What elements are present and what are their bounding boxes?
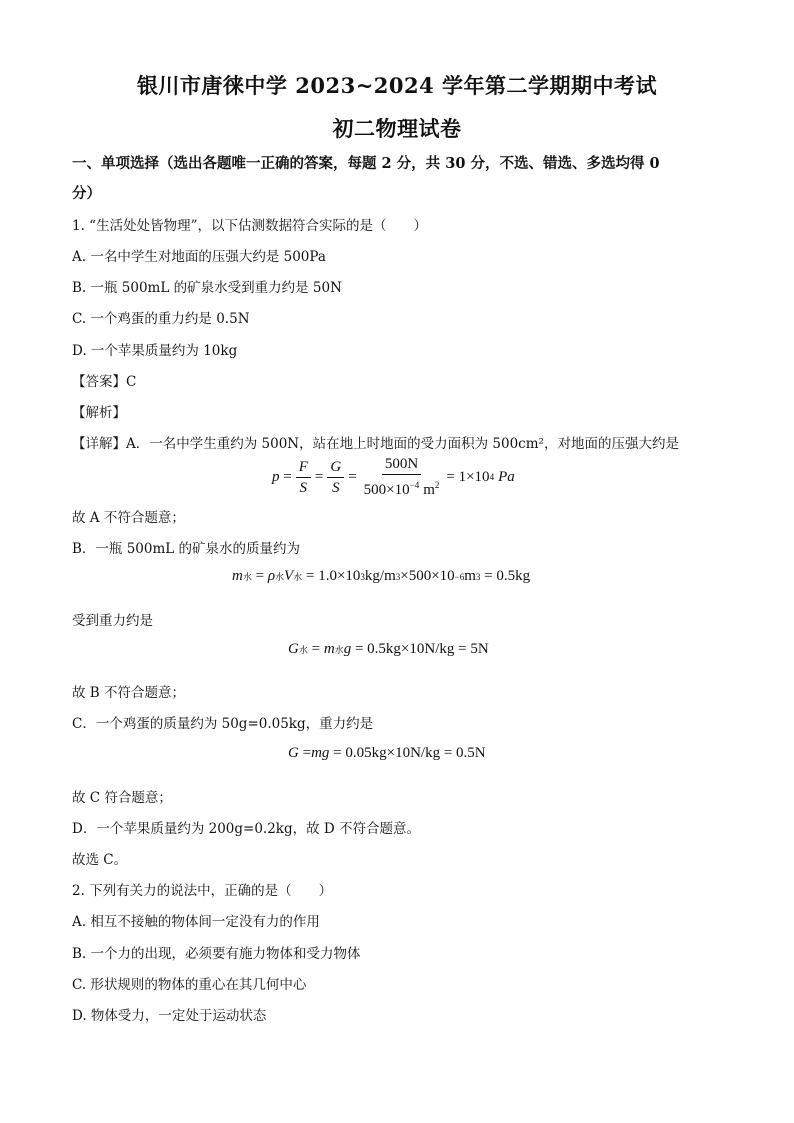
formula-symbol: p: [272, 468, 280, 485]
fraction: [361, 455, 443, 499]
final-choice: 故选 C。: [72, 852, 128, 868]
question-2-stem: 2. 下列有关力的说法中，正确的是（ ）: [72, 883, 333, 899]
question-1-option-b: B. 一瓶 500mL 的矿泉水受到重力约是 50N: [72, 280, 342, 296]
b-intro: B．一瓶 500mL 的矿泉水的质量约为: [72, 541, 301, 557]
b-gravity-intro: 受到重力约是: [72, 613, 153, 629]
exam-title: 银川市唐徕中学 2023~2024 学年第二学期期中考试: [136, 73, 658, 98]
fraction: [296, 458, 311, 497]
formula-pressure: p = $\frac{F}{S}$ = $\frac{G}{S}$ = $\frac{500N}{500\times 10^{-4} m^2}$ = 1×10 4 Pa: [272, 456, 515, 498]
question-2-option-c: C. 形状规则的物体的重心在其几何中心: [72, 977, 307, 993]
question-1-option-a: A. 一名中学生对地面的压强大约是 500Pa: [72, 249, 326, 265]
question-2-option-d: D. 物体受力，一定处于运动状态: [72, 1008, 267, 1024]
question-1-option-c: C. 一个鸡蛋的重力约是 0.5N: [72, 311, 250, 327]
a-conclusion: 故 A 不符合题意；: [72, 510, 185, 526]
d-line: D．一个苹果质量约为 200g=0.2kg，故 D 不符合题意。: [72, 821, 421, 837]
question-2-option-a: A. 相互不接触的物体间一定没有力的作用: [72, 914, 320, 930]
formula-result: = 1×10: [446, 468, 490, 485]
fraction-denominator: S: [332, 479, 340, 496]
formula-water-mass: m 水 = ρ 水 V 水 = 1.0×10 3 kg/m 3 ×500×10 −6 m 3 = 0.5kg: [232, 568, 531, 584]
b-conclusion: 故 B 不符合题意；: [72, 685, 186, 701]
exam-subtitle: 初二物理试卷: [332, 116, 462, 141]
fraction-numerator: G: [327, 458, 344, 478]
question-1-option-d: D. 一个苹果质量约为 10kg: [72, 343, 238, 359]
question-2-option-b: B. 一个力的出现，必须要有施力物体和受力物体: [72, 946, 361, 962]
formula-egg-gravity: G = mg = 0.05kg×10N/kg = 0.5N: [288, 745, 486, 761]
formula-water-gravity: G 水 = m 水 g = 0.5kg×10N/kg = 5N: [288, 641, 489, 657]
c-intro: C．一个鸡蛋的质量约为 50g=0.05kg，重力约是: [72, 716, 374, 732]
fraction: [327, 458, 344, 497]
question-1-stem: 1. “生活处处皆物理”，以下估测数据符合实际的是（ ）: [72, 218, 427, 234]
fraction-denominator: S: [299, 479, 308, 496]
c-conclusion: 故 C 符合题意；: [72, 790, 172, 806]
section-heading-cont: 分）: [72, 185, 101, 202]
formula-result: = 0.5kg: [484, 568, 531, 584]
fraction-numerator: 500N: [382, 455, 421, 475]
analysis-label: 【解析】: [72, 405, 126, 421]
fraction-denominator: $500\times 10^{-4}$ $m^2$: [363, 480, 440, 498]
formula-unit: Pa: [498, 468, 515, 485]
formula-result: = 0.5kg×10N/kg = 5N: [354, 641, 489, 657]
formula-result: = 0.05kg×10N/kg = 0.5N: [333, 745, 486, 761]
section-heading: 一、单项选择（选出各题唯一正确的答案，每题 2 分，共 30 分，不选、错选、多选均得 0: [72, 155, 660, 172]
fraction-numerator: F: [296, 458, 311, 478]
detail-a: 【详解】A．一名中学生重约为 500N，站在地上时地面的受力面积为 500cm²，对地面的压强大约是: [72, 436, 679, 452]
answer-label: 【答案】C: [72, 374, 137, 390]
